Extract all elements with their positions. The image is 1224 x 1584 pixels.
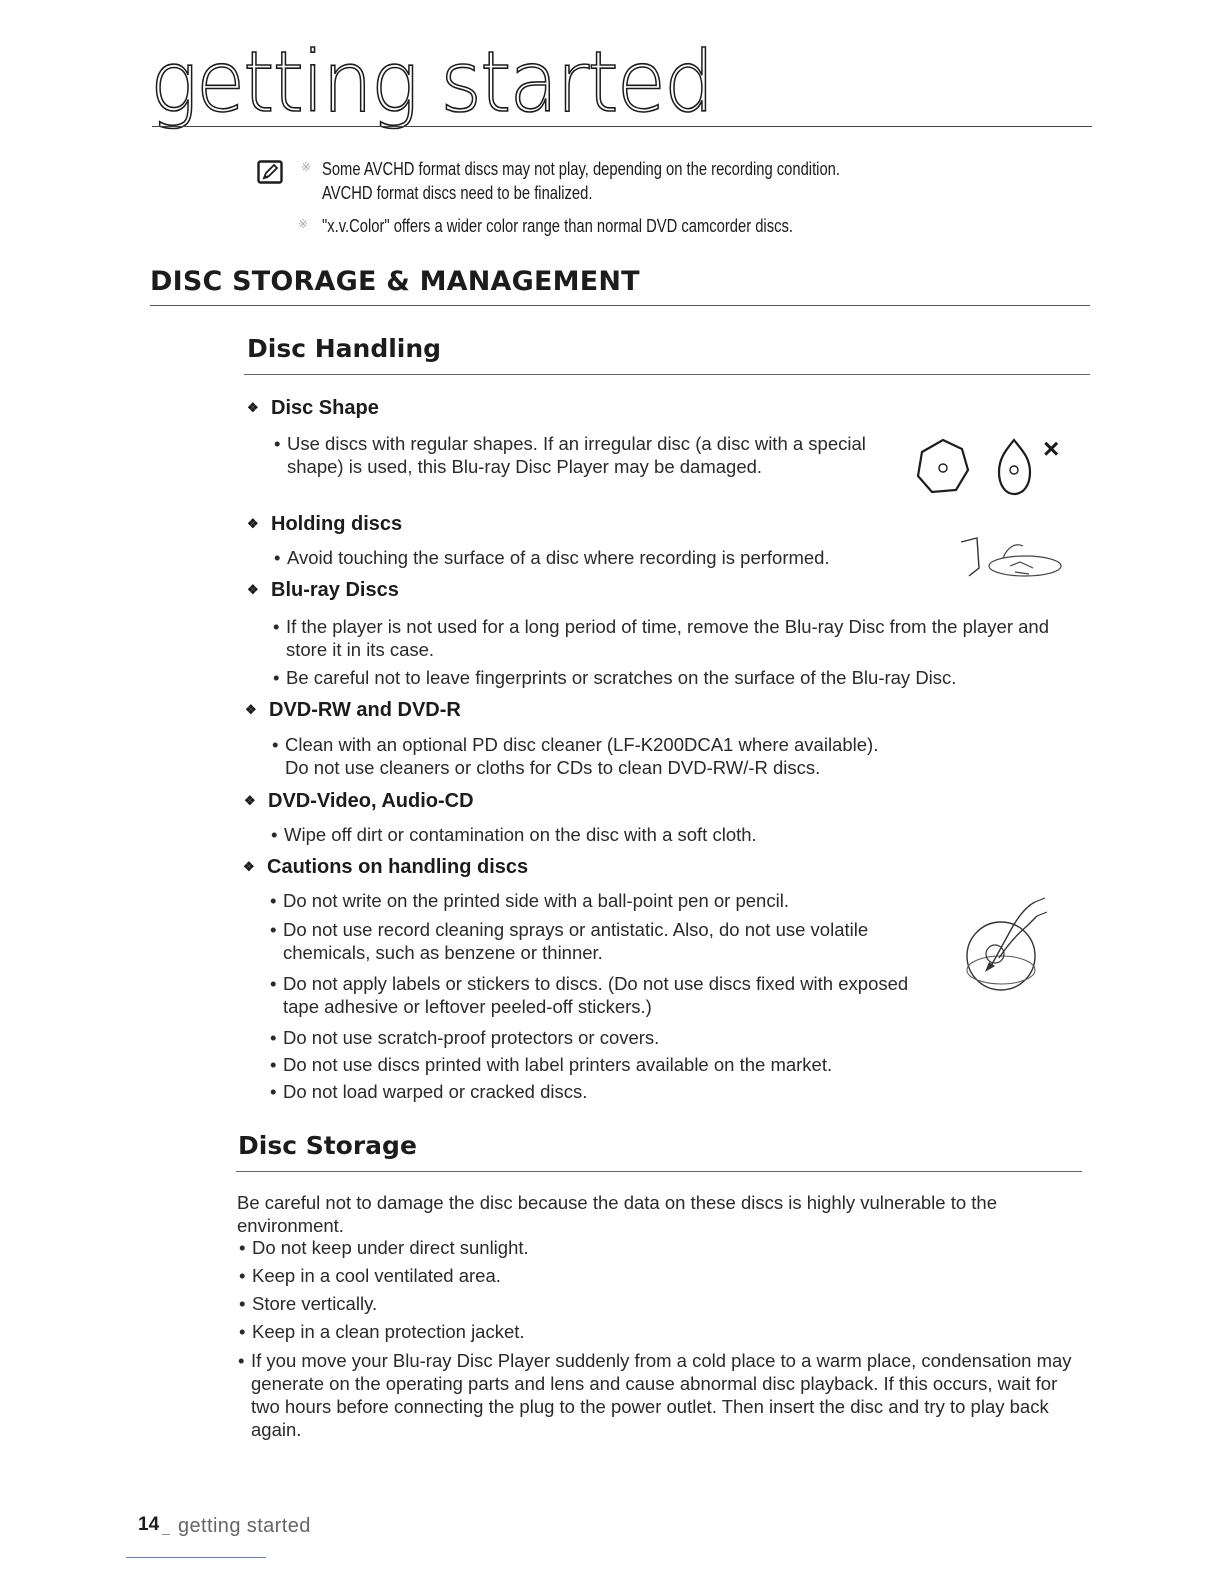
storage-item-5-line-2: generate on the operating parts and lens and cause abnormal disc playback. If this occurs, wait for — [251, 1373, 1058, 1394]
diamond-bullet: ❖ — [247, 400, 259, 415]
bullet: • — [274, 433, 281, 454]
note-line-3: "x.v.Color" offers a wider color range than normal DVD camcorder discs. — [322, 216, 793, 236]
bullet: • — [239, 1321, 246, 1342]
dvdrw-title: DVD-RW and DVD-R — [269, 699, 461, 721]
diamond-bullet: ❖ — [247, 516, 259, 531]
holding-discs-title: Holding discs — [271, 513, 403, 535]
title-rule — [152, 126, 1092, 127]
storage-item-2 — [239, 1264, 501, 1287]
storage-item-3 — [239, 1292, 378, 1315]
caution-item-6 — [270, 1080, 588, 1103]
dvdvideo-line-1: Wipe off dirt or contamination on the disc with a soft cloth. — [284, 824, 757, 845]
dvdrw-heading — [245, 699, 461, 722]
bluray-item-2-line-1: Be careful not to leave fingerprints or scratches on the surface of the Blu-ray Disc. — [286, 667, 957, 688]
caution-item-1 — [270, 889, 789, 912]
caution-item-2 — [270, 918, 869, 964]
caution-item-3-line-2: tape adhesive or leftover peeled-off stickers.) — [283, 996, 652, 1017]
storage-item-5 — [238, 1349, 1072, 1441]
bluray-discs-title: Blu-ray Discs — [271, 579, 399, 601]
dvdvideo-heading — [244, 790, 474, 813]
diamond-bullet: ❖ — [247, 582, 259, 597]
section-title: DISC STORAGE & MANAGEMENT — [150, 266, 640, 297]
disc-storage-intro — [237, 1191, 997, 1237]
caution-item-6-line-1: Do not load warped or cracked discs. — [283, 1081, 588, 1102]
bullet: • — [239, 1293, 246, 1314]
storage-item-1 — [239, 1236, 529, 1259]
holding-discs-text — [274, 546, 830, 569]
bluray-item-1-line-2: store it in its case. — [286, 639, 435, 660]
storage-item-2-line-1: Keep in a cool ventilated area. — [252, 1265, 501, 1286]
note-line-2: AVCHD format discs need to be finalized. — [322, 183, 593, 203]
bullet: • — [270, 1081, 277, 1102]
bullet: • — [271, 824, 278, 845]
caution-item-2-line-1: Do not use record cleaning sprays or antistatic. Also, do not use volatile — [283, 919, 869, 940]
bullet: • — [239, 1237, 246, 1258]
disc-handling-title: Disc Handling — [247, 334, 442, 363]
note-line-1: Some AVCHD format discs may not play, depending on the recording condition. — [322, 159, 840, 179]
note-icon — [257, 160, 283, 184]
disc-shape-heading — [247, 397, 379, 420]
storage-item-5-line-1: If you move your Blu-ray Disc Player suddenly from a cold place to a warm place, condensation may — [251, 1350, 1072, 1371]
dvdrw-line-1: Clean with an optional PD disc cleaner (LF-K200DCA1 where available). — [285, 734, 879, 755]
disc-storage-intro-line-2: environment. — [237, 1215, 344, 1236]
disc-shape-line-2: shape) is used, this Blu-ray Disc Player may be damaged. — [287, 456, 763, 477]
caution-item-4-line-1: Do not use scratch-proof protectors or covers. — [283, 1027, 660, 1048]
storage-item-5-line-3: two hours before connecting the plug to the power outlet. Then insert the disc and try to play back — [251, 1396, 1049, 1417]
disc-shape-text — [274, 432, 866, 478]
disc-shape-illustration — [910, 432, 1070, 504]
bluray-discs-heading — [247, 579, 399, 602]
disc-storage-title: Disc Storage — [238, 1131, 417, 1160]
heart-disc-icon — [999, 440, 1030, 494]
section-rule — [150, 305, 1090, 306]
diamond-bullet: ❖ — [244, 793, 256, 808]
dvdvideo-text — [271, 823, 757, 846]
note-mark: ※ — [301, 160, 312, 174]
bluray-item-2 — [273, 666, 957, 689]
storage-item-4 — [239, 1320, 525, 1343]
cautions-heading — [243, 856, 528, 879]
diamond-bullet: ❖ — [243, 859, 255, 874]
page-title: getting started — [150, 33, 713, 131]
footer-section-name: getting started — [178, 1515, 311, 1537]
heptagon-disc-icon — [918, 440, 968, 492]
footer-rule — [126, 1557, 266, 1558]
bullet: • — [239, 1265, 246, 1286]
bullet: • — [270, 1054, 277, 1075]
storage-item-4-line-1: Keep in a clean protection jacket. — [252, 1321, 525, 1342]
page-number: 14 — [138, 1514, 160, 1535]
bullet: • — [273, 667, 280, 688]
note-mark: ※ — [298, 217, 309, 231]
bullet: • — [270, 890, 277, 911]
dvdrw-text — [272, 733, 879, 779]
caution-item-3 — [270, 972, 909, 1018]
bullet: • — [270, 919, 277, 940]
caution-item-5 — [270, 1053, 833, 1076]
dvdvideo-title: DVD-Video, Audio-CD — [268, 790, 474, 812]
caution-item-3-line-1: Do not apply labels or stickers to discs. (Do not use discs fixed with exposed — [283, 973, 909, 994]
pen-on-disc-icon — [955, 896, 1050, 992]
bullet: • — [270, 1027, 277, 1048]
bullet: • — [238, 1350, 245, 1371]
bluray-item-1-line-1: If the player is not used for a long period of time, remove the Blu-ray Disc from the player and — [286, 616, 1049, 637]
disc-storage-rule — [236, 1171, 1082, 1172]
cautions-title: Cautions on handling discs — [267, 856, 529, 878]
disc-shape-line-1: Use discs with regular shapes. If an irregular disc (a disc with a special — [287, 433, 866, 454]
disc-handling-rule — [244, 374, 1090, 375]
caution-item-2-line-2: chemicals, such as benzene or thinner. — [283, 942, 603, 963]
holding-discs-heading — [247, 513, 402, 536]
bullet: • — [270, 973, 277, 994]
bullet: • — [272, 734, 279, 755]
bullet: • — [273, 616, 280, 637]
bluray-item-1 — [273, 615, 1049, 661]
caution-item-1-line-1: Do not write on the printed side with a ball-point pen or pencil. — [283, 890, 789, 911]
holding-discs-line-1: Avoid touching the surface of a disc where recording is performed. — [287, 547, 830, 568]
storage-item-1-line-1: Do not keep under direct sunlight. — [252, 1237, 529, 1258]
storage-item-5-line-4: again. — [251, 1419, 302, 1440]
diamond-bullet: ❖ — [245, 702, 257, 717]
bullet: • — [274, 547, 281, 568]
disc-storage-intro-line-1: Be careful not to damage the disc because the data on these discs is highly vulnerable to the — [237, 1192, 998, 1213]
footer-separator: _ — [162, 1519, 170, 1535]
caution-item-4 — [270, 1026, 660, 1049]
caution-item-5-line-1: Do not use discs printed with label printers available on the market. — [283, 1054, 833, 1075]
storage-item-3-line-1: Store vertically. — [252, 1293, 378, 1314]
hand-holding-disc-icon — [955, 528, 1065, 588]
disc-shape-title: Disc Shape — [271, 397, 379, 419]
dvdrw-line-2: Do not use cleaners or cloths for CDs to clean DVD-RW/-R discs. — [285, 757, 821, 778]
wrong-mark: × — [1043, 433, 1060, 464]
